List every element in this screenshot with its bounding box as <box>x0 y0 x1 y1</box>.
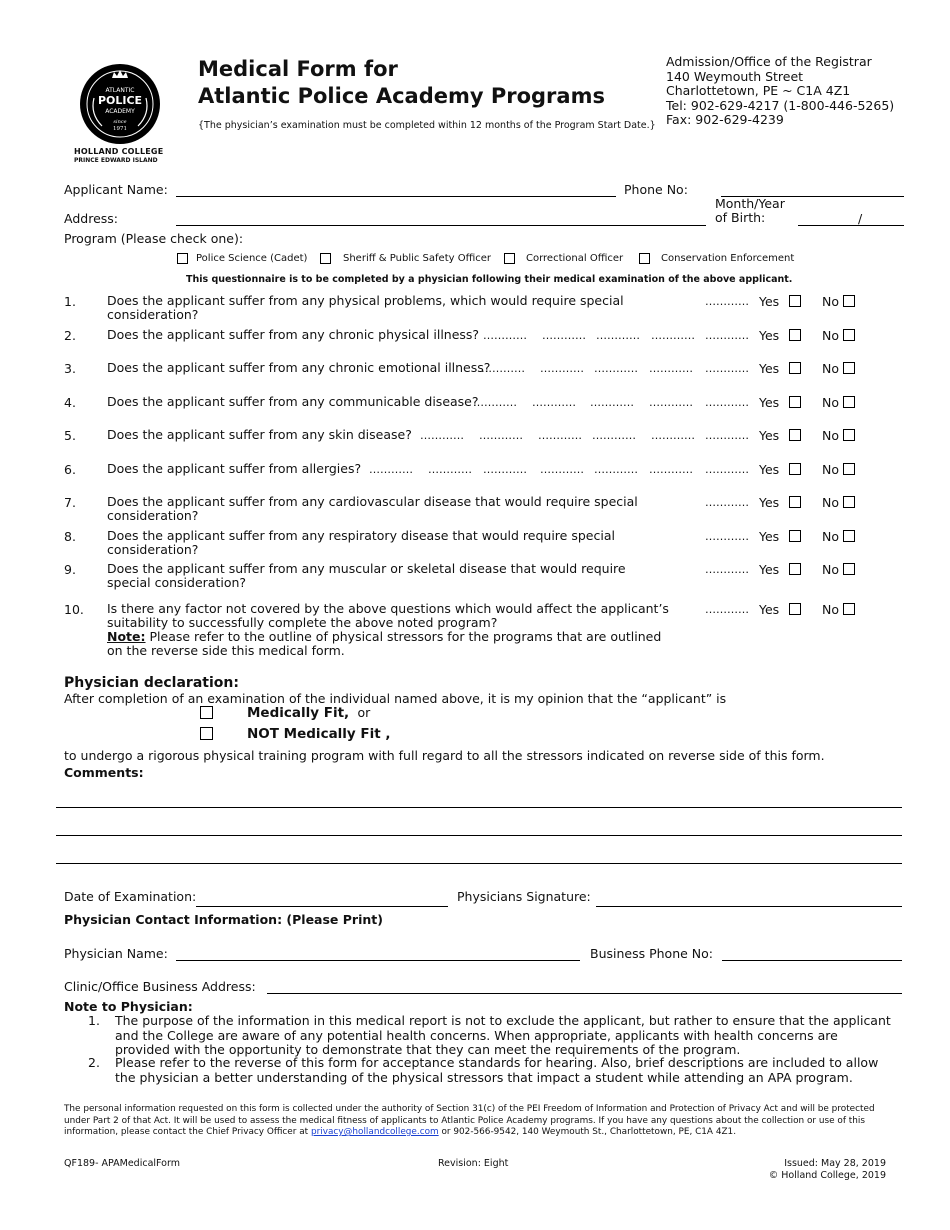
medically-fit-checkbox[interactable] <box>200 706 213 719</box>
office-street: 140 Weymouth Street <box>666 68 804 84</box>
privacy-notice <box>64 1104 894 1139</box>
comments-line-3[interactable] <box>56 863 902 864</box>
physician-name-label: Physician Name: <box>64 946 168 961</box>
signature-field[interactable] <box>596 906 902 907</box>
dot-leader: ………… <box>705 329 749 342</box>
no-checkbox[interactable] <box>843 429 855 441</box>
birth-field[interactable] <box>798 225 904 226</box>
birth-label <box>715 197 785 225</box>
svg-text:ACADEMY: ACADEMY <box>105 108 135 115</box>
police-science-checkbox[interactable] <box>177 253 188 264</box>
dot-leader: ………… <box>705 530 749 543</box>
no-checkbox[interactable] <box>843 530 855 542</box>
dot-leader: ………… <box>420 429 464 442</box>
logo <box>70 62 170 166</box>
form-id: QF189- APAMedicalForm <box>64 1158 180 1169</box>
business-phone-field[interactable] <box>722 960 902 961</box>
form-title-line2: Atlantic Police Academy Programs <box>198 84 605 108</box>
yes-checkbox[interactable] <box>789 463 801 475</box>
no-checkbox[interactable] <box>843 496 855 508</box>
phone-label: Phone No: <box>624 182 688 197</box>
dot-leader: ………… <box>649 396 693 409</box>
question-number: 1. <box>64 294 76 309</box>
address-field[interactable] <box>176 225 706 226</box>
or-label: or <box>357 705 371 720</box>
birth-label-line2: of Birth: <box>715 210 766 225</box>
privacy-text-after: or 902-566-9542, 140 Weymouth St., Charlottetown, PE, C1A 4Z1. <box>438 1127 737 1137</box>
question-number: 7. <box>64 495 76 510</box>
correctional-checkbox[interactable] <box>504 253 515 264</box>
contact-heading: Physician Contact Information: (Please Print) <box>64 912 383 927</box>
no-label: No <box>822 529 839 544</box>
yes-label: Yes <box>759 462 780 477</box>
form-subtitle: {The physician’s examination must be completed within 12 months of the Program Start Date.} <box>198 120 656 131</box>
yes-checkbox[interactable] <box>789 329 801 341</box>
comments-label: Comments: <box>64 765 144 780</box>
medically-fit-label: Medically Fit, <box>247 705 350 721</box>
issued-date: Issued: May 28, 2019 <box>784 1158 886 1169</box>
yes-label: Yes <box>759 495 780 510</box>
program-label: Program (Please check one): <box>64 231 244 246</box>
program-option-label: Sheriff & Public Safety Officer <box>343 253 492 264</box>
note-item-text: The purpose of the information in this medical report is not to exclude the applicant, but rather to ensure that the applicant and the College are aware of any potential health concerns. When appropriate, applicants with health concerns are provided with the opportunity to demonstrate that they can meet the requirements of the program. <box>115 1013 891 1057</box>
yes-label: Yes <box>759 428 780 443</box>
no-label: No <box>822 395 839 410</box>
question-number: 2. <box>64 328 76 343</box>
program-option-correctional[interactable] <box>504 253 623 264</box>
question-number: 6. <box>64 462 76 477</box>
question-text-content: Does the applicant suffer from any chronic physical illness? <box>107 327 480 342</box>
dot-leader: ………… <box>705 429 749 442</box>
yes-checkbox[interactable] <box>789 563 801 575</box>
no-checkbox[interactable] <box>843 563 855 575</box>
dot-leader: ………… <box>705 496 749 509</box>
no-label: No <box>822 462 839 477</box>
college-region: PRINCE EDWARD ISLAND <box>74 157 158 164</box>
question-text <box>107 562 672 590</box>
questionnaire-intro: This questionnaire is to be completed by a physician following their medical examination of the above applicant. <box>186 274 793 285</box>
dot-leader: ………… <box>481 362 525 375</box>
question-text-content: Does the applicant suffer from any skin disease? <box>107 427 412 442</box>
no-checkbox[interactable] <box>843 463 855 475</box>
privacy-text: The personal information requested on this form is collected under the authority of Section 31(c) of the PEI Freedom of Information and Protection of Privacy Act and will be protected under Part 2 of that Act. It will be used to assess the medical fitness of applicants to Atlantic Police Academy programs. If you have any questions about the collection or use of this information, please contact the Chief Privacy Officer at <box>64 1104 875 1137</box>
no-checkbox[interactable] <box>843 396 855 408</box>
dot-leader: ………… <box>594 463 638 476</box>
question-number: 8. <box>64 529 76 544</box>
yes-checkbox[interactable] <box>789 429 801 441</box>
yes-checkbox[interactable] <box>789 603 801 615</box>
dot-leader: ………… <box>542 329 586 342</box>
no-checkbox[interactable] <box>843 295 855 307</box>
dot-leader: ………… <box>369 463 413 476</box>
note-to-physician-heading: Note to Physician: <box>64 999 193 1014</box>
dot-leader: ………… <box>532 396 576 409</box>
dot-leader: ………… <box>705 295 749 308</box>
yes-label: Yes <box>759 395 780 410</box>
medically-fit-option <box>247 705 370 721</box>
no-label: No <box>822 328 839 343</box>
dot-leader: ………… <box>705 463 749 476</box>
form-title-line1: Medical Form for <box>198 57 398 81</box>
declaration-heading: Physician declaration: <box>64 675 239 691</box>
dot-leader: ………… <box>540 463 584 476</box>
question-text-content: Is there any factor not covered by the above questions which would affect the applicant’s suitability to successfully complete the above noted program? <box>107 601 669 630</box>
birth-separator: / <box>858 211 863 226</box>
copyright: © Holland College, 2019 <box>768 1170 886 1181</box>
comments-line-1[interactable] <box>56 807 902 808</box>
office-city: Charlottetown, PE ~ C1A 4Z1 <box>666 83 851 98</box>
yes-checkbox[interactable] <box>789 295 801 307</box>
question-text-content: Does the applicant suffer from allergies? <box>107 461 362 476</box>
yes-checkbox[interactable] <box>789 396 801 408</box>
yes-checkbox[interactable] <box>789 362 801 374</box>
no-label: No <box>822 294 839 309</box>
no-label: No <box>822 361 839 376</box>
dot-leader: ………… <box>651 329 695 342</box>
dot-leader: ………… <box>651 429 695 442</box>
question-text <box>107 495 707 523</box>
note-text: Please refer to the outline of physical stressors for the programs that are outlined on the reverse side this medical form. <box>107 629 662 658</box>
dot-leader: ………… <box>473 396 517 409</box>
question-text-content: Does the applicant suffer from any muscular or skeletal disease that would require special consideration? <box>107 561 626 590</box>
question-number: 10. <box>64 602 84 617</box>
clinic-address-field[interactable] <box>267 993 902 994</box>
dot-leader: ………… <box>428 463 472 476</box>
question-number: 3. <box>64 361 76 376</box>
no-checkbox[interactable] <box>843 603 855 615</box>
question-text-content: Does the applicant suffer from any physical problems, which would require special consideration? <box>107 293 624 322</box>
no-label: No <box>822 562 839 577</box>
yes-label: Yes <box>759 529 780 544</box>
no-label: No <box>822 495 839 510</box>
dot-leader: ………… <box>540 362 584 375</box>
declaration-intro: After completion of an examination of the individual named above, it is my opinion that the “applicant” is <box>64 691 727 706</box>
birth-label-line1: Month/Year <box>715 196 785 211</box>
yes-label: Yes <box>759 361 780 376</box>
not-medically-fit-checkbox[interactable] <box>200 727 213 740</box>
dot-leader: ………… <box>705 603 749 616</box>
program-option-label: Conservation Enforcement <box>661 253 795 264</box>
note-item-1 <box>64 1014 894 1058</box>
declaration-trailing: to undergo a rigorous physical training program with full regard to all the stressors indicated on reverse side of this form. <box>64 748 825 763</box>
yes-label: Yes <box>759 562 780 577</box>
question-text <box>107 529 707 557</box>
question-number: 4. <box>64 395 76 410</box>
note-label: Note: <box>107 629 146 644</box>
dot-leader: ………… <box>483 329 527 342</box>
exam-date-field[interactable] <box>196 906 448 907</box>
applicant-name-field[interactable] <box>176 196 616 197</box>
svg-text:POLICE: POLICE <box>97 94 143 107</box>
police-academy-emblem <box>70 62 170 148</box>
dot-leader: ………… <box>594 362 638 375</box>
no-checkbox[interactable] <box>843 329 855 341</box>
svg-text:ATLANTIC: ATLANTIC <box>105 87 135 94</box>
exam-date-label: Date of Examination: <box>64 889 197 904</box>
svg-text:1971: 1971 <box>113 126 127 132</box>
not-medically-fit-label: NOT Medically Fit , <box>247 726 391 742</box>
note-item-num: 1. <box>88 1013 100 1028</box>
question-number: 5. <box>64 428 76 443</box>
yes-checkbox[interactable] <box>789 530 801 542</box>
no-checkbox[interactable] <box>843 362 855 374</box>
privacy-email-link[interactable]: privacy@hollandcollege.com <box>310 1127 439 1137</box>
program-option-label: Police Science (Cadet) <box>196 253 308 264</box>
applicant-name-label: Applicant Name: <box>64 182 168 197</box>
office-tel: Tel: 902-629-4217 (1-800-446-5265) <box>666 97 895 113</box>
dot-leader: ………… <box>705 563 749 576</box>
question-text-content: Does the applicant suffer from any communicable disease? <box>107 394 479 409</box>
clinic-address-label: Clinic/Office Business Address: <box>64 979 256 994</box>
program-option-conservation[interactable] <box>639 253 794 264</box>
yes-label: Yes <box>759 602 780 617</box>
dot-leader: ………… <box>538 429 582 442</box>
program-option-sheriff[interactable] <box>320 253 491 264</box>
dot-leader: ………… <box>483 463 527 476</box>
question-text-content: Does the applicant suffer from any chronic emotional illness? <box>107 360 491 375</box>
yes-label: Yes <box>759 294 780 309</box>
office-fax: Fax: 902-629-4239 <box>666 112 784 127</box>
comments-line-2[interactable] <box>56 835 902 836</box>
note-item-2 <box>64 1056 894 1085</box>
dot-leader: ………… <box>590 396 634 409</box>
office-address <box>666 55 894 128</box>
note-item-text: Please refer to the reverse of this form for acceptance standards for hearing. Also, brief descriptions are included to allow the physician a better understanding of the physical stressors that impact a student while attending an APA program. <box>115 1055 879 1085</box>
dot-leader: ………… <box>649 362 693 375</box>
sheriff-checkbox[interactable] <box>320 253 331 264</box>
dot-leader: ………… <box>479 429 523 442</box>
dot-leader: ………… <box>705 396 749 409</box>
business-phone-label: Business Phone No: <box>590 946 713 961</box>
dot-leader: ………… <box>596 329 640 342</box>
dot-leader: ………… <box>705 362 749 375</box>
college-name: HOLLAND COLLEGE <box>74 147 164 156</box>
address-label: Address: <box>64 211 118 226</box>
signature-label: Physicians Signature: <box>457 889 591 904</box>
revision: Revision: Eight <box>438 1158 509 1169</box>
no-label: No <box>822 428 839 443</box>
dot-leader: ………… <box>649 463 693 476</box>
question-text-content: Does the applicant suffer from any cardiovascular disease that would require special consideration? <box>107 494 638 523</box>
physician-name-field[interactable] <box>176 960 580 961</box>
yes-checkbox[interactable] <box>789 496 801 508</box>
no-label: No <box>822 602 839 617</box>
conservation-checkbox[interactable] <box>639 253 650 264</box>
office-name: Admission/Office of the Registrar <box>666 54 872 69</box>
program-option-label: Correctional Officer <box>526 253 624 264</box>
question-number: 9. <box>64 562 76 577</box>
program-option-police-science[interactable] <box>177 253 307 264</box>
svg-text:since: since <box>113 119 127 125</box>
question-text-content: Does the applicant suffer from any respiratory disease that would require special consideration? <box>107 528 615 557</box>
note-item-num: 2. <box>88 1055 100 1070</box>
dot-leader: ………… <box>592 429 636 442</box>
question-text <box>107 602 672 658</box>
yes-label: Yes <box>759 328 780 343</box>
question-text <box>107 294 707 322</box>
